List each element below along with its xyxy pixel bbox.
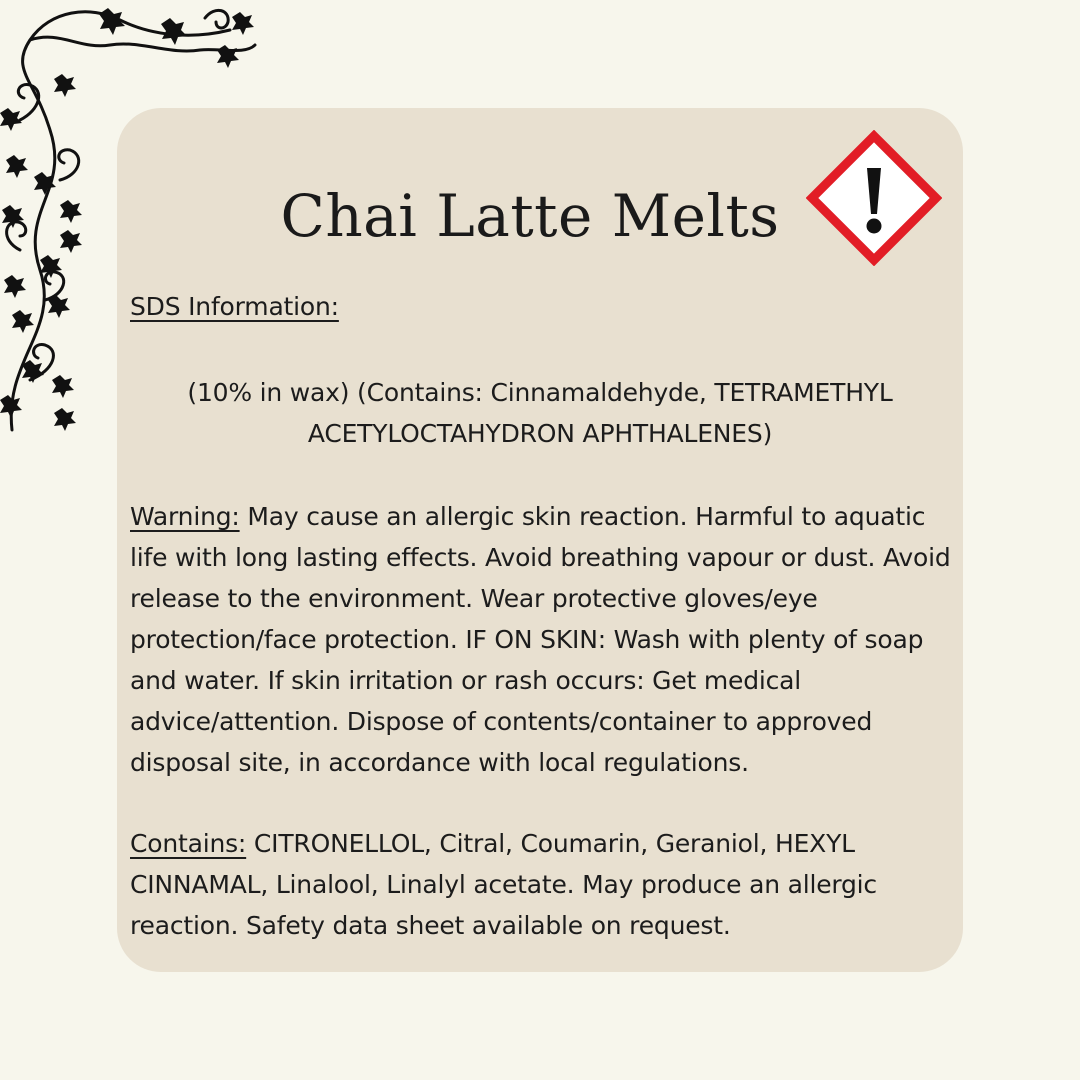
concentration-line-1: (10% in wax) (Contains: Cinnamaldehyde, TETRAMETHYL	[187, 378, 893, 407]
warning-paragraph	[130, 496, 970, 783]
warning-label: Warning:	[130, 502, 240, 531]
concentration-statement	[117, 372, 963, 454]
contains-text: CITRONELLOL, Citral, Coumarin, Geraniol, HEXYL CINNAMAL, Linalool, Linalyl acetate. May produce an allergic reaction. Safety data sheet available on request.	[130, 829, 877, 940]
contains-label: Contains:	[130, 829, 247, 858]
concentration-line-2: ACETYLOCTAHYDRON APHTHALENES)	[307, 419, 773, 448]
sds-heading: SDS Information:	[130, 292, 339, 321]
contains-paragraph	[130, 823, 970, 946]
warning-text: May cause an allergic skin reaction. Harmful to aquatic life with long lasting effects. Avoid breathing vapour or dust. Avoid release to the environment. Wear protective gloves/eye protection/face protection. IF ON SKIN: Wash with plenty of soap and water. If skin irritation or rash occurs: Get medical advice/attention. Dispose of contents/container to approved disposal site, in accordance with local regulations.	[130, 502, 951, 777]
product-title: Chai Latte Melts	[280, 182, 780, 250]
exclamation-hazard-icon	[806, 130, 942, 266]
